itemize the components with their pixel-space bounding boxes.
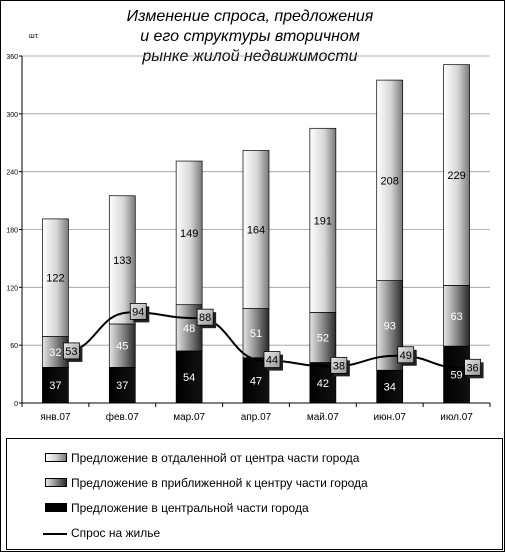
bar-value-label: 93 [383, 320, 396, 333]
bar-value-label: 63 [450, 310, 463, 323]
y-tick-label: 180 [6, 227, 18, 235]
bar-value-label: 133 [113, 254, 132, 267]
bar-value-label: 42 [316, 377, 329, 390]
bar-value-label: 48 [183, 322, 196, 335]
y-tick-label: 300 [6, 111, 18, 119]
bar-value-label: 34 [383, 381, 396, 394]
bar-value-label: 47 [249, 375, 263, 388]
y-tick-label: 360 [6, 54, 18, 61]
x-tick-label: июн.07 [373, 412, 406, 423]
x-tick-label: июл.07 [440, 412, 473, 423]
bar-value-label: 37 [116, 380, 129, 393]
chart-title [127, 8, 374, 65]
bar-value-label: 122 [46, 272, 65, 285]
bar-value-label: 229 [447, 170, 466, 183]
x-tick-label: мар.07 [173, 412, 206, 423]
bar-value-label: 191 [313, 215, 333, 228]
legend-item-demand [71, 526, 160, 540]
chart-title-line: Изменение спроса, предложения [126, 8, 374, 25]
bar-value-label: 45 [116, 340, 129, 353]
chart-title-line: и его структуры вторичном [140, 28, 360, 45]
bar-value-label: 37 [49, 380, 62, 393]
bar-value-label: 54 [183, 371, 196, 384]
legend-item-central [71, 501, 309, 515]
bar-value-label: 52 [316, 332, 329, 345]
x-tick-label: май.07 [306, 412, 339, 423]
bar-value-label: 32 [49, 346, 62, 359]
demand-value-label: 53 [65, 345, 78, 358]
demand-value-label: 94 [132, 306, 145, 319]
y-axis-label: шт. [29, 33, 39, 40]
x-tick-label: апр.07 [240, 412, 272, 423]
legend-swatch-central [45, 503, 67, 512]
bar-value-label: 51 [249, 328, 263, 341]
legend-line-demand [43, 533, 67, 535]
y-tick-label: 120 [6, 285, 18, 293]
legend-swatch-near [45, 478, 67, 487]
demand-value-label: 36 [466, 362, 479, 375]
bar-value-label: 208 [380, 175, 399, 188]
demand-value-label: 49 [399, 349, 412, 362]
demand-value-label: 88 [199, 312, 212, 325]
y-tick-label: 240 [6, 169, 18, 177]
y-tick-label: 60 [10, 343, 18, 351]
legend-label-near: Предложение в приближенной к центру части города [71, 476, 368, 490]
demand-value-label: 38 [332, 360, 345, 373]
legend-label-demand: Спрос на жилье [71, 526, 161, 540]
bar-value-label: 164 [246, 224, 266, 237]
bar-value-label: 59 [450, 369, 463, 382]
y-tick-label: 0 [14, 401, 18, 408]
legend-item-near [71, 476, 368, 490]
bar-value-label: 149 [179, 227, 199, 240]
chart-title-line: рынке жилой недвижимости [142, 48, 358, 65]
demand-value-label: 44 [265, 354, 279, 367]
legend-swatch-far [45, 453, 67, 462]
x-tick-label: янв.07 [40, 412, 71, 423]
x-tick-label: фев.07 [105, 412, 139, 423]
legend-item-far [71, 451, 359, 465]
legend [6, 438, 503, 550]
legend-label-far: Предложение в отдаленной от центра части города [71, 451, 360, 465]
legend-label-central: Предложение в центральной части города [71, 501, 309, 515]
